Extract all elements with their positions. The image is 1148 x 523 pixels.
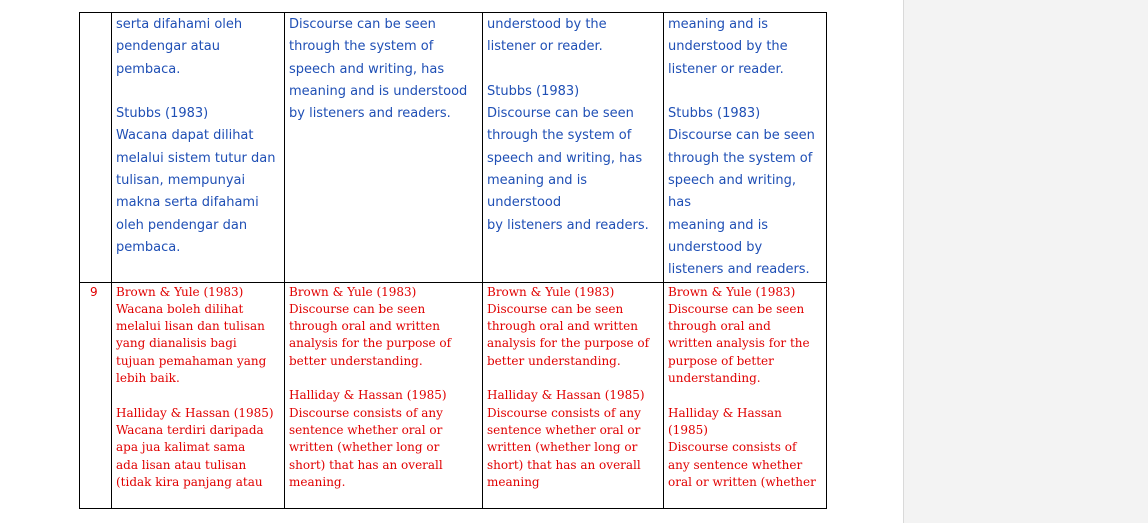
row-number-cell [80,282,112,508]
malay-original-text: serta difahami oleh pendengar atau pembaca. Stubbs (1983) Wacana dapat dilihat melalui sistem tutur dan tulisan, mempunyai makna serta difahami oleh pendengar dan pembaca. [116,17,276,255]
translation-a-text: Discourse can be seen through the system of speech and writing, has meaning and is understood by listeners and readers. [289,17,468,122]
row-number: 9 [90,284,98,299]
translation-c-cell [664,13,827,283]
table-row [80,13,827,283]
translation-a-text: Brown & Yule (1983) Discourse can be seen through oral and written analysis for the purpose of better understanding. Halliday & Hassan (1985) Discourse consists of any sentence whether oral or written (whether long or short) that has an overall meaning. [289,284,452,489]
table-row [80,282,827,508]
translation-b-text: Brown & Yule (1983) Discourse can be seen through oral and written analysis for the purpose of better understanding. Halliday & Hassan (1985) Discourse consists of any sentence whether oral or written (whether long or short) that has an overall meaning [487,284,650,489]
translation-c-cell [664,282,827,508]
malay-original-text: Brown & Yule (1983) Wacana boleh dilihat melalui lisan dan tulisan yang dianalisis bagi tujuan pemahaman yang lebih baik. Halliday & Hassan (1985) Wacana terdiri daripada apa jua kalimat sama ada lisan atau tulisan (tidak kira panjang atau [116,284,274,489]
translation-a-cell [285,282,483,508]
translation-c-text: Brown & Yule (1983) Discourse can be seen through oral and written analysis for the purpose of better understanding. Halliday & Hassan (1985) Discourse consists of any sentence whether oral or written (whether [668,284,816,489]
translation-b-cell [483,13,664,283]
malay-original-cell [112,282,285,508]
translation-c-text: meaning and is understood by the listener or reader. Stubbs (1983) Discourse can be seen through the system of speech and writing, has meaning and is understood by listeners and readers. [668,17,815,278]
row-number-cell [80,13,112,283]
translation-table [79,12,827,509]
translation-b-cell [483,282,664,508]
malay-original-cell [112,13,285,283]
translation-a-cell [285,13,483,283]
translation-b-text: understood by the listener or reader. Stubbs (1983) Discourse can be seen through the system of speech and writing, has meaning and is understood by listeners and readers. [487,17,649,233]
row-number [84,18,90,32]
